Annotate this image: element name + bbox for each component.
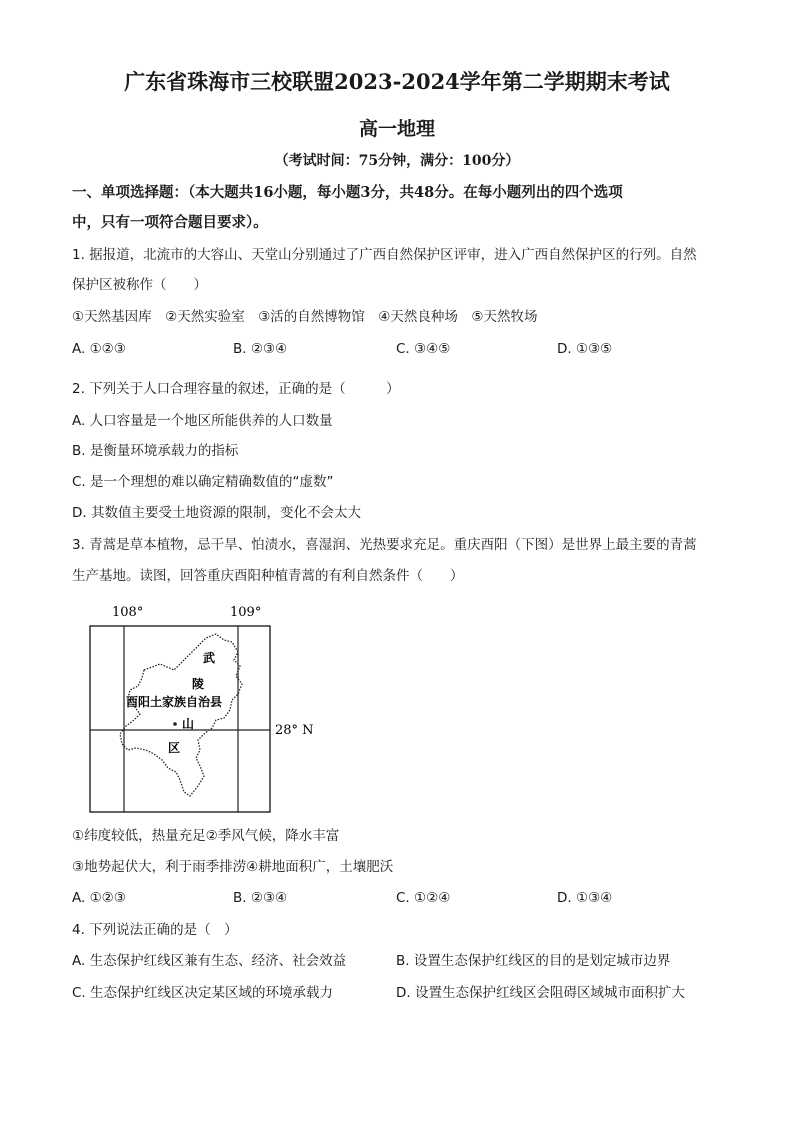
county-boundary <box>120 634 242 796</box>
exam-title: 广东省珠海市三校联盟2023-2024学年第二学期期末考试 <box>124 69 670 94</box>
q1-option-b[interactable]: B. ②③④ <box>233 341 288 357</box>
q2-option-c[interactable]: C. 是一个理想的难以确定精确数值的“虚数” <box>72 474 334 490</box>
q3-option-c[interactable]: C. ①②④ <box>396 890 451 906</box>
q1-option-c[interactable]: C. ③④⑤ <box>396 341 451 357</box>
q2-option-d[interactable]: D. 其数值主要受土地资源的限制，变化不会太大 <box>72 505 361 521</box>
lon-108-label: 108° <box>112 605 144 620</box>
exam-subtitle: 高一地理 <box>358 118 435 140</box>
county-seat-dot <box>173 722 177 726</box>
q3-items-2: ③地势起伏大，利于雨季排涝④耕地面积广，土壤肥沃 <box>72 859 394 875</box>
q4-option-b[interactable]: B. 设置生态保护红线区的目的是划定城市边界 <box>396 953 671 969</box>
q1-option-a[interactable]: A. ①②③ <box>72 341 126 357</box>
exam-info: （考试时间：75分钟，满分：100分） <box>274 153 520 169</box>
q2-option-b[interactable]: B. 是衡量环境承载力的指标 <box>72 443 239 459</box>
section-heading: 一、单项选择题：（本大题共16小题，每小题3分，共48分。在每小题列出的四个选项 <box>72 184 623 201</box>
mountain-char-3: 山 <box>182 717 195 731</box>
mountain-char-4: 区 <box>168 741 181 755</box>
q1-items: ①天然基因库 ②天然实验室 ③活的自然博物馆 ④天然良种场 ⑤天然牧场 <box>72 309 538 325</box>
lon-109-label: 109° <box>230 605 262 620</box>
section-heading-cont: 中，只有一项符合题目要求）。 <box>72 214 268 231</box>
q4-stem: 4. 下列说法正确的是（ ） <box>72 922 238 938</box>
q1-option-d[interactable]: D. ①③⑤ <box>557 341 613 357</box>
q3-stem: 3. 青蒿是草本植物，忌干旱、怕渍水，喜湿润、光热要求充足。重庆酉阳（下图）是世界上最主要的青蒿 <box>72 537 697 553</box>
q2-stem: 2. 下列关于人口合理容量的叙述，正确的是（ ） <box>72 381 400 397</box>
q3-option-b[interactable]: B. ②③④ <box>233 890 288 906</box>
q3-option-d[interactable]: D. ①③④ <box>557 890 613 906</box>
q2-option-a[interactable]: A. 人口容量是一个地区所能供养的人口数量 <box>72 413 333 429</box>
q1-stem-cont: 保护区被称作（ ） <box>72 277 207 293</box>
q3-stem-cont: 生产基地。读图，回答重庆酉阳种植青蒿的有利自然条件（ ） <box>72 568 464 584</box>
mountain-char-1: 武 <box>203 651 216 665</box>
mountain-char-2: 陵 <box>192 677 205 691</box>
q3-option-a[interactable]: A. ①②③ <box>72 890 126 906</box>
q4-option-a[interactable]: A. 生态保护红线区兼有生态、经济、社会效益 <box>72 953 347 969</box>
map-frame <box>90 626 270 812</box>
q4-option-c[interactable]: C. 生态保护红线区决定某区域的环境承载力 <box>72 985 334 1001</box>
q3-items-1: ①纬度较低，热量充足②季风气候，降水丰富 <box>72 828 340 844</box>
q1-stem: 1. 据报道，北流市的大容山、天堂山分别通过了广西自然保护区评审，进入广西自然保护区的行列。自然 <box>72 247 697 263</box>
q4-option-d[interactable]: D. 设置生态保护红线区会阻碍区域城市面积扩大 <box>396 985 685 1001</box>
region-label: 酉阳土家族自治县 <box>126 695 223 709</box>
lat-28-label: 28° N <box>275 723 314 738</box>
youyang-map <box>72 600 332 820</box>
